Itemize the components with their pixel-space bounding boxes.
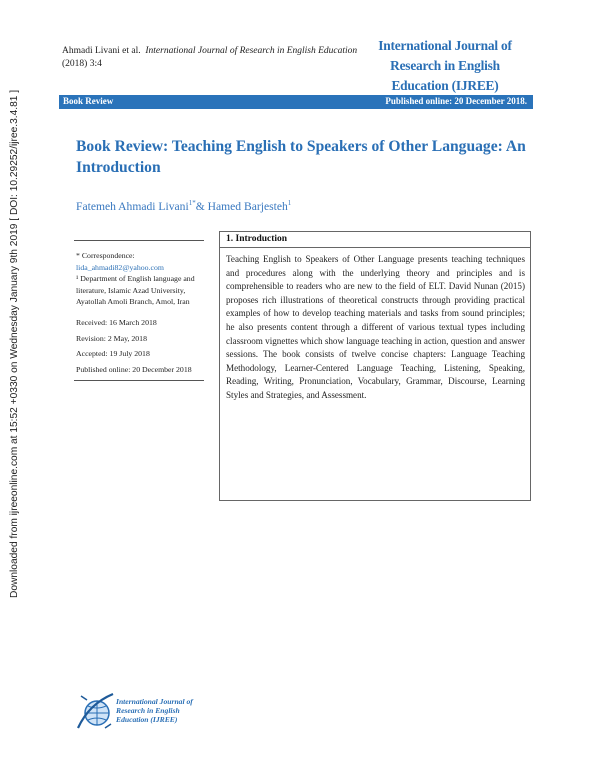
date-received: Received: 16 March 2018 bbox=[76, 318, 157, 327]
brand-line: Research in English bbox=[390, 58, 500, 73]
citation-issue: (2018) 3:4 bbox=[62, 58, 102, 69]
introduction-text: Teaching English to Speakers of Other Language presents teaching techniques and procedures along with the underlying theory and principles and is comprehensible to readers who are new to the field of ELT. David Nunan (2015) proposes rich illustrations of theoretical constructs through providing practical examples of how to develop teaching materials and tasks from sound principles; he also presents content through a different of various textual types including classroom vignettes which show language teaching in action, question and answer sessions. The book consists of twelve concise chapters: Language Teaching Methodology, Learner-Centered Language Teaching, Listening, Speaking, Reading, Writing, Pronunciation, Vocabulary, Grammar, Discourse, Learning Styles and Strategies, and Assessment. bbox=[226, 254, 525, 400]
logo-line: Research in English bbox=[116, 706, 180, 715]
globe-icon bbox=[78, 694, 113, 728]
introduction-box bbox=[219, 231, 531, 501]
author-superscript: 1* bbox=[188, 199, 196, 207]
citation-journal: International Journal of Research in English Education bbox=[145, 46, 358, 56]
date-accepted: Accepted: 19 July 2018 bbox=[76, 349, 150, 358]
journal-brand bbox=[355, 36, 535, 96]
author-name: Fatemeh Ahmadi Livani bbox=[76, 199, 189, 213]
correspondence-email-link[interactable]: lida_ahmadi82@yahoo.com bbox=[76, 262, 164, 272]
logo-line: Education (IJREE) bbox=[116, 715, 178, 724]
published-label: Published online: 20 December 2018. bbox=[385, 96, 527, 106]
author-connector: & Hamed Barjesteh bbox=[195, 199, 288, 213]
sidebar-rule-bottom bbox=[74, 380, 204, 381]
article-title: Book Review: Teaching English to Speakers of Other Language: An Introduction bbox=[76, 138, 526, 176]
section-label: Book Review bbox=[63, 96, 114, 106]
brand-line: International Journal of bbox=[378, 38, 512, 53]
date-revision: Revision: 2 May, 2018 bbox=[76, 333, 147, 343]
citation-author: Ahmadi Livani et al. bbox=[62, 46, 141, 56]
download-info-strip bbox=[3, 0, 21, 776]
introduction-heading: 1. Introduction bbox=[226, 234, 288, 244]
affiliation-text: ¹ Department of English language and literature, Islamic Azad University, Ayatollah Amoli Branch, Amol, Iran bbox=[76, 274, 195, 306]
correspondence-label: * Correspondence: bbox=[76, 251, 135, 260]
author-superscript: 1 bbox=[287, 199, 292, 207]
download-info-text: Downloaded from ijreeonline.com at 15:52 +0330 on Wednesday January 9th 2019 [ DOI: 10.29252/ijree.3.4.81 ] bbox=[9, 89, 20, 598]
citation-header bbox=[62, 45, 362, 70]
dates-block bbox=[76, 315, 192, 377]
section-banner bbox=[59, 95, 533, 109]
author-line bbox=[76, 199, 291, 213]
logo-text bbox=[116, 697, 193, 724]
logo-line: International Journal of bbox=[116, 697, 193, 706]
date-published: Published online: 20 December 2018 bbox=[76, 364, 192, 374]
sidebar-rule-top bbox=[74, 240, 204, 241]
correspondence-block bbox=[76, 250, 216, 308]
introduction-heading-row bbox=[220, 232, 530, 248]
brand-line: Education (IJREE) bbox=[391, 78, 499, 93]
